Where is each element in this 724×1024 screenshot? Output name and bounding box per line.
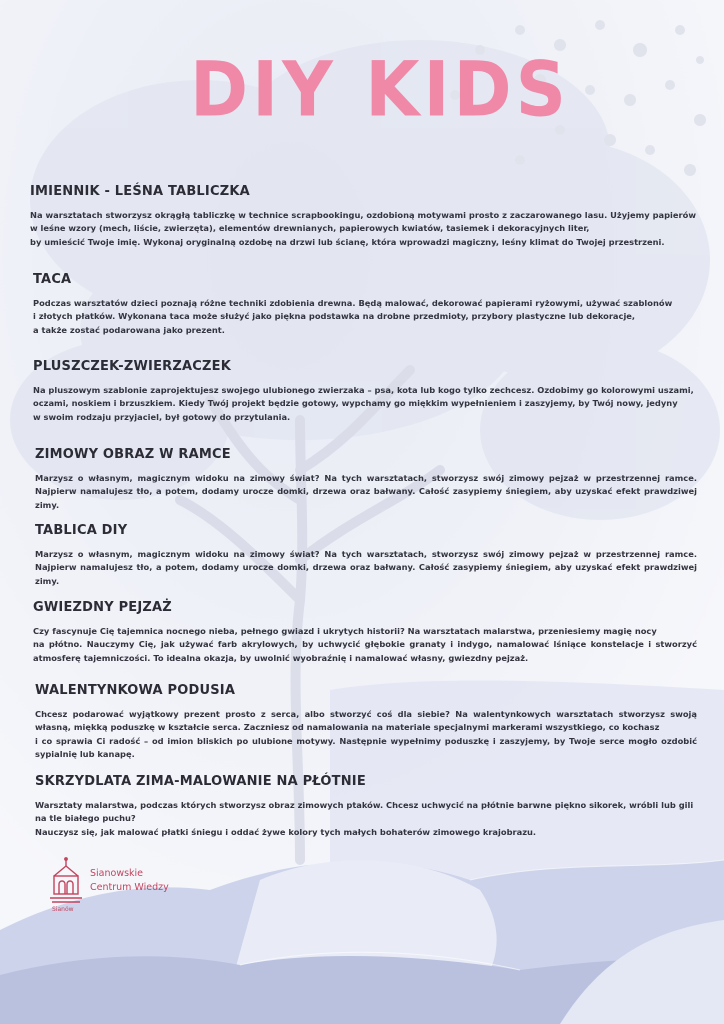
section-heading: ZIMOWY OBRAZ W RAMCE xyxy=(35,447,231,462)
building-icon xyxy=(48,856,84,906)
section-heading: WALENTYNKOWA PODUSIA xyxy=(35,683,236,698)
section-body: Na warsztatach stworzysz okrągłą tabliczkę w technice scrapbookingu, ozdobioną motywami prosto z zaczarowanego lasu. Użyjemy papierów w leśne wzory (mech, liście, zwierzęta), elementów drewnianych, papierowych kwiatów, tasiemek i dekoracyjnych liter, by umieścić Twoje imię. Wykonaj oryginalną ozdobę na drzwi lub ścianę, która wprowadzi magiczny, leśny klimat do Twojej przestrzeni. xyxy=(30,210,696,247)
section-heading: TABLICA DIY xyxy=(35,523,128,538)
section-body: Marzysz o własnym, magicznym widoku na zimowy świat? Na tych warsztatach, stworzysz swój zimowy pejzaż w przestrzennej ramce. Najpierw namalujesz tło, a potem, dodamy urocze domki, drzewa oraz bałwany. Całość zasypiemy śniegiem, aby uzyskać efekt prawdziwej zimy. xyxy=(35,549,697,586)
section-body: Warsztaty malarstwa, podczas których stworzysz obraz zimowych ptaków. Chcesz uchwycić na płótnie barwne piękno sikorek, wróbli lub gili na tle białego puchu? Nauczysz się, jak malować płatki śniegu i oddać żywe kolory tych małych bohaterów zimowego krajobrazu. xyxy=(35,800,694,837)
section-pluszczek xyxy=(33,359,699,424)
section-skrzydlata-zima xyxy=(35,774,697,839)
section-heading: TACA xyxy=(33,272,72,287)
section-walentynkowa-podusia xyxy=(35,683,697,761)
logo-town: Sianów xyxy=(52,906,74,913)
section-body: Chcesz podarować wyjątkowy prezent prosto z serca, albo stworzyć coś dla siebie? Na walentynkowych warsztatach stworzysz swoją własną, miękką poduszkę w kształcie serca. Zaczniesz od namalowania na materiale specjalnymi markerami wszystkiego, co kochasz i co sprawia Ci radość – od imion bliskich po ulubione motywy. Następnie wypełnimy poduszkę i zaszyjemy, by Twoje serce mogło ozdobić sypialnię lub kanapę. xyxy=(35,709,697,759)
section-heading: GWIEZDNY PEJZAŻ xyxy=(33,600,172,615)
logo-text-line2: Centrum Wiedzy xyxy=(90,882,169,893)
section-heading: PLUSZCZEK-ZWIERZACZEK xyxy=(33,359,231,374)
section-gwiezdny-pejzaz xyxy=(33,600,697,665)
section-heading: SKRZYDLATA ZIMA-MALOWANIE NA PŁÓTNIE xyxy=(35,774,366,789)
section-taca xyxy=(33,272,699,337)
page-title: DIY KIDS xyxy=(190,45,571,135)
logo xyxy=(48,856,188,918)
section-imiennik xyxy=(30,184,696,249)
section-heading: IMIENNIK - LEŚNA TABLICZKA xyxy=(30,184,250,199)
section-body: Marzysz o własnym, magicznym widoku na zimowy świat? Na tych warsztatach, stworzysz swój zimowy pejzaż w przestrzennej ramce. Najpierw namalujesz tło, a potem, dodamy urocze domki, drzewa oraz bałwany. Całość zasypiemy śniegiem, aby uzyskać efekt prawdziwej zimy. xyxy=(35,473,697,510)
logo-text-line1: Sianowskie xyxy=(90,868,144,879)
section-zimowy-obraz xyxy=(35,447,697,512)
section-body: Podczas warsztatów dzieci poznają różne techniki zdobienia drewna. Będą malować, dekorować papierami ryżowymi, używać szablonów i złotych płatków. Wykonana taca może służyć jako piękna podstawka na drobne przedmioty, przybory plastyczne lub dekoracje, a także zostać podarowana jako prezent. xyxy=(33,298,673,335)
section-tablica-diy xyxy=(35,523,697,588)
section-body: Na pluszowym szablonie zaprojektujesz swojego ulubionego zwierzaka – psa, kota lub kogo tylko zechcesz. Ozdobimy go kolorowymi uszami, oczami, noskiem i brzuszkiem. Kiedy Twój projekt będzie gotowy, wypchamy go miękkim wypełnieniem i zaszyjemy, by Twój nowy, jedyny w swoim rodzaju przyjaciel, był gotowy do przytulania. xyxy=(33,385,694,422)
section-body: Czy fascynuje Cię tajemnica nocnego nieba, pełnego gwiazd i ukrytych historii? Na warsztatach malarstwa, przeniesiemy magię nocy na płótno. Nauczymy Cię, jak używać farb akrylowych, by uchwycić głębokie granaty i indygo, namalować lśniące konstelacje i stworzyć atmosferę tajemniczości. To idealna okazja, by uwolnić wyobraźnię i namalować własny, gwiezdny pejzaż. xyxy=(33,626,697,663)
